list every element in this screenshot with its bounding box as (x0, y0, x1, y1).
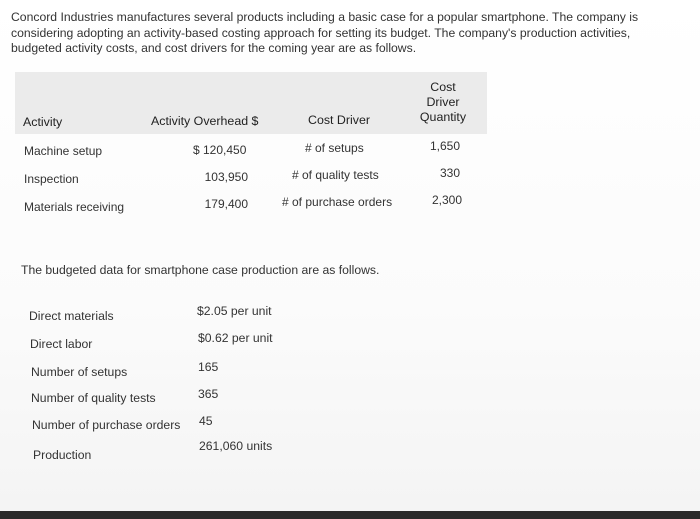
budget-label-direct-labor: Direct labor (30, 337, 93, 351)
budget-intro: The budgeted data for smartphone case production are as follows. (21, 263, 380, 277)
budget-label-quality-tests: Number of quality tests (31, 391, 156, 405)
row-3-driver: # of purchase orders (282, 195, 393, 209)
intro-paragraph: Concord Industries manufactures several products including a basic case for a popular smartphone. The company is considering adopting an activity-based costing approach for setting its budget. The company's production activities, budgeted activity costs, and cost drivers for the coming year are as follows. (11, 10, 639, 55)
budget-value-purchase-orders: 45 (199, 414, 213, 428)
budget-value-direct-labor: $0.62 per unit (198, 331, 273, 345)
budget-label-direct-materials: Direct materials (29, 309, 114, 323)
row-2-driver: # of quality tests (292, 168, 379, 182)
budget-value-setups: 165 (198, 360, 219, 374)
row-1-driver: # of setups (305, 141, 364, 155)
header-overhead: Activity Overhead $ (151, 114, 259, 128)
budget-value-direct-materials: $2.05 per unit (197, 304, 272, 318)
row-1-quantity: 1,650 (429, 139, 460, 153)
row-1-overhead: $ 120,450 (193, 143, 247, 157)
header-quantity-line-3: Quantity (419, 110, 467, 124)
budget-label-setups: Number of setups (31, 365, 128, 379)
header-cost-driver: Cost Driver (308, 113, 370, 127)
budget-label-purchase-orders: Number of purchase orders (32, 418, 181, 432)
row-3-activity: Materials receiving (24, 200, 125, 214)
header-activity: Activity (23, 115, 63, 129)
budget-value-quality-tests: 365 (198, 387, 219, 401)
header-quantity-line-1: Cost (430, 80, 456, 94)
row-1-activity: Machine setup (24, 144, 103, 158)
row-3-quantity: 2,300 (431, 193, 462, 207)
row-2-quantity: 330 (439, 166, 460, 180)
row-2-overhead: 103,950 (204, 170, 248, 184)
header-cost-driver-quantity (416, 80, 470, 125)
budget-label-production: Production (33, 448, 92, 462)
row-2-activity: Inspection (24, 172, 79, 186)
budget-value-production: 261,060 units (199, 439, 273, 453)
header-quantity-line-2: Driver (426, 95, 460, 109)
row-3-overhead: 179,400 (204, 197, 248, 211)
